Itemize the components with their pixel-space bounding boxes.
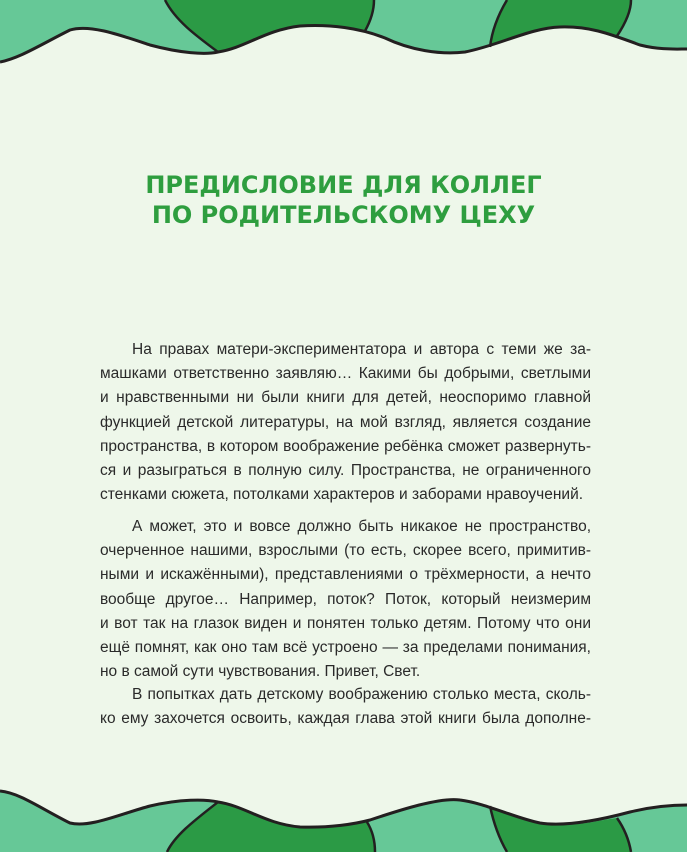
text-line: ся и разыграться в полную силу. Пространства, не ограниченного <box>100 461 591 479</box>
page-title <box>0 170 687 230</box>
text-line: и вот так на глазок виден и понятен только детям. Потому что они <box>100 614 591 632</box>
text-line: пространства, в котором воображение ребёнка сможет развернуть- <box>100 437 591 455</box>
title-line-1: ПРЕДИСЛОВИЕ ДЛЯ КОЛЛЕГ <box>145 171 542 199</box>
top-wave-border <box>0 0 687 80</box>
text-line: машками ответственно заявляю… Какими бы добрыми, светлыми <box>100 365 591 383</box>
text-line: функцией детской литературы, на мой взгляд, является создание <box>100 413 591 431</box>
text-line: ко ему захочется освоить, каждая глава этой книги была дополне- <box>100 710 591 728</box>
title-line-2: ПО РОДИТЕЛЬСКОМУ ЦЕХУ <box>151 201 536 229</box>
text-line: но в самой сути чувствования. Привет, Свет. <box>100 663 421 681</box>
text-line: ещё помнят, как оно там всё устроено — за пределами понимания, <box>100 638 591 656</box>
text-line: вообще другое… Например, поток? Поток, который неизмерим <box>100 590 591 608</box>
bottom-wave-border <box>0 770 687 852</box>
text-line: ными и искажёнными), представлениями о трёхмерности, а нечто <box>100 566 591 584</box>
text-line: очерченное нашими, взрослыми (то есть, скорее всего, примитив- <box>100 542 591 560</box>
text-line: стенками сюжета, потолками характеров и заборами нравоучений. <box>100 486 584 504</box>
paragraph-2 <box>100 515 591 684</box>
text-line: На правах матери-экспериментатора и автора с теми же за- <box>132 341 591 358</box>
paragraph-1 <box>100 338 591 507</box>
text-line: В попытках дать детскому воображению столько места, сколь- <box>132 686 591 703</box>
text-line: и нравственными ни были книги для детей, неоспоримо главной <box>100 389 591 407</box>
paragraph-3 <box>100 683 591 731</box>
text-line: А может, это и вовсе должно быть никакое не пространство, <box>132 518 591 535</box>
